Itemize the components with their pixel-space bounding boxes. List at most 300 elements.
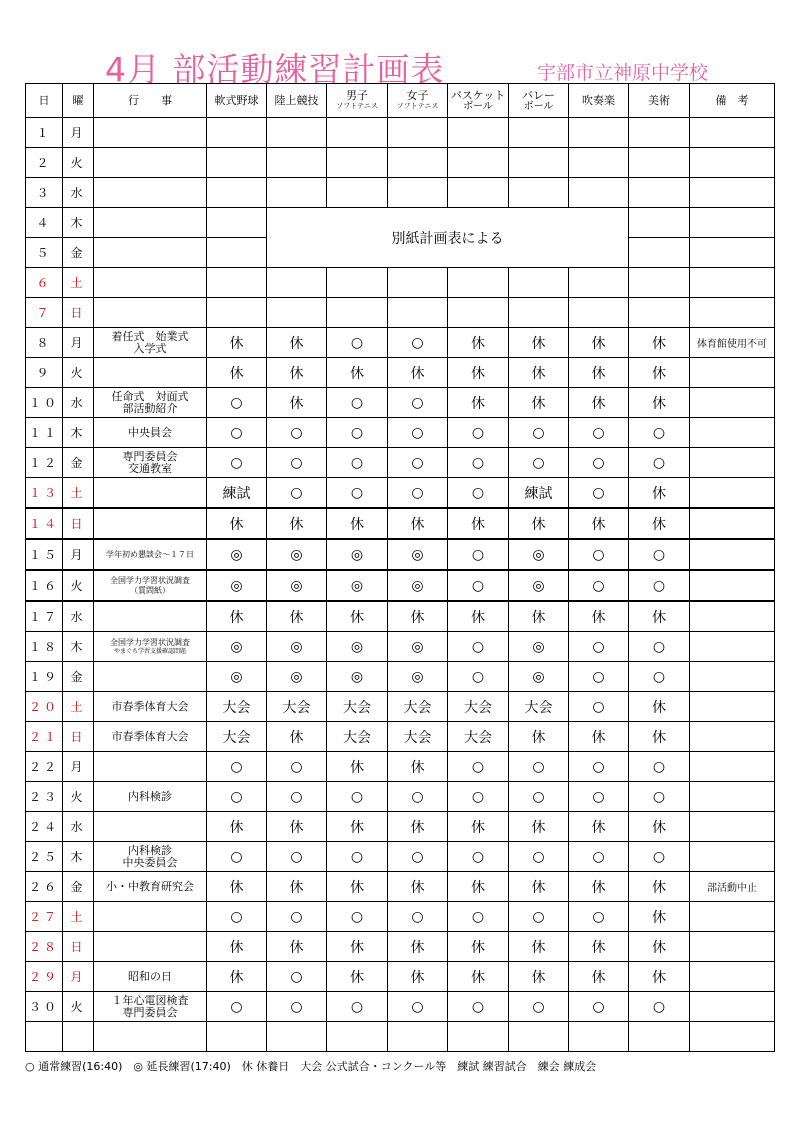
header-club: バレー ボール [509, 84, 569, 118]
mark-cell: 大会 [388, 692, 448, 722]
weekday-cell: 月 [63, 328, 94, 358]
weekday-cell: 火 [63, 782, 94, 812]
mark-cell: 休 [388, 932, 448, 962]
mark-cell: ○ [629, 992, 690, 1022]
day-cell: ２３ [26, 782, 63, 812]
mark-cell: ○ [569, 539, 629, 570]
table-row [26, 932, 775, 962]
mark-cell: 練試 [509, 478, 569, 509]
note-cell [690, 812, 775, 842]
day-cell: ７ [26, 298, 63, 328]
event-cell [94, 358, 207, 388]
table-row [26, 962, 775, 992]
note-cell [690, 298, 775, 328]
day-cell: １８ [26, 632, 63, 662]
mark-cell: ○ [569, 842, 629, 872]
table-row [26, 508, 775, 539]
mark-cell: 休 [267, 328, 327, 358]
mark-cell: ○ [629, 662, 690, 692]
mark-cell [629, 208, 690, 238]
table-row [26, 752, 775, 782]
mark-cell [388, 298, 448, 328]
mark-cell: ○ [509, 448, 569, 478]
event-cell: 小・中教育研究会 [94, 872, 207, 902]
mark-cell: ◎ [207, 570, 267, 601]
mark-cell: 休 [267, 601, 327, 632]
table-row [26, 812, 775, 842]
mark-cell [267, 1022, 327, 1052]
mark-cell: 休 [448, 812, 509, 842]
mark-cell: 休 [388, 872, 448, 902]
mark-cell [207, 1022, 267, 1052]
mark-cell: ◎ [267, 570, 327, 601]
mark-cell: ◎ [327, 570, 388, 601]
note-cell [690, 752, 775, 782]
day-cell: ５ [26, 238, 63, 268]
mark-cell [267, 148, 327, 178]
mark-cell [267, 298, 327, 328]
weekday-cell: 水 [63, 178, 94, 208]
mark-cell: ◎ [388, 632, 448, 662]
weekday-cell: 月 [63, 962, 94, 992]
mark-cell: 休 [448, 328, 509, 358]
mark-cell: 休 [509, 722, 569, 752]
mark-cell: ○ [327, 418, 388, 448]
mark-cell: ◎ [207, 632, 267, 662]
event-cell [94, 902, 207, 932]
weekday-cell: 金 [63, 238, 94, 268]
mark-cell [569, 118, 629, 148]
mark-cell: ○ [388, 448, 448, 478]
mark-cell: ○ [569, 902, 629, 932]
mark-cell [629, 1022, 690, 1052]
mark-cell: ○ [448, 632, 509, 662]
note-cell [690, 478, 775, 509]
mark-cell [569, 1022, 629, 1052]
mark-cell: ○ [569, 478, 629, 509]
mark-cell [207, 268, 267, 298]
note-cell [690, 178, 775, 208]
mark-cell: ○ [629, 448, 690, 478]
mark-cell: ○ [448, 448, 509, 478]
mark-cell [629, 268, 690, 298]
day-cell: ６ [26, 268, 63, 298]
weekday-cell: 土 [63, 902, 94, 932]
mark-cell [509, 148, 569, 178]
mark-cell [327, 268, 388, 298]
mark-cell: 休 [629, 932, 690, 962]
mark-cell: ◎ [509, 570, 569, 601]
school-name: 宇部市立神原中学校 [537, 62, 709, 84]
merged-plan-cell: 別紙計画表による [267, 208, 629, 268]
mark-cell [629, 148, 690, 178]
table-row [26, 358, 775, 388]
note-cell [690, 118, 775, 148]
mark-cell: 休 [569, 328, 629, 358]
weekday-cell: 日 [63, 508, 94, 539]
mark-cell: 休 [327, 962, 388, 992]
mark-cell: ○ [629, 782, 690, 812]
event-cell [94, 812, 207, 842]
mark-cell: ◎ [509, 632, 569, 662]
mark-cell: ○ [388, 842, 448, 872]
mark-cell: ○ [327, 992, 388, 1022]
mark-cell: ○ [509, 752, 569, 782]
mark-cell: 休 [569, 508, 629, 539]
mark-cell: 休 [629, 478, 690, 509]
mark-cell: ○ [327, 478, 388, 509]
note-cell [690, 932, 775, 962]
mark-cell: 休 [327, 812, 388, 842]
note-cell [690, 448, 775, 478]
mark-cell [267, 178, 327, 208]
weekday-cell: 月 [63, 118, 94, 148]
weekday-cell: 土 [63, 268, 94, 298]
event-cell: 中央員会 [94, 418, 207, 448]
mark-cell: 休 [207, 601, 267, 632]
mark-cell [448, 298, 509, 328]
table-row [26, 448, 775, 478]
mark-cell: ○ [509, 418, 569, 448]
mark-cell: ○ [509, 992, 569, 1022]
weekday-cell: 木 [63, 842, 94, 872]
event-cell: 市春季体育大会 [94, 722, 207, 752]
mark-cell [267, 268, 327, 298]
mark-cell: 休 [207, 962, 267, 992]
mark-cell [207, 178, 267, 208]
mark-cell [448, 1022, 509, 1052]
note-cell [690, 842, 775, 872]
mark-cell [388, 118, 448, 148]
weekday-cell: 水 [63, 812, 94, 842]
day-cell: ２４ [26, 812, 63, 842]
weekday-cell: 火 [63, 358, 94, 388]
mark-cell: ○ [448, 539, 509, 570]
mark-cell: 休 [509, 932, 569, 962]
mark-cell: ○ [569, 632, 629, 662]
mark-cell: ○ [629, 539, 690, 570]
mark-cell: 休 [629, 358, 690, 388]
mark-cell: 休 [327, 508, 388, 539]
note-cell [690, 388, 775, 418]
mark-cell: ○ [207, 842, 267, 872]
mark-cell: 休 [267, 812, 327, 842]
mark-cell [448, 118, 509, 148]
mark-cell: 休 [629, 601, 690, 632]
event-cell [94, 601, 207, 632]
event-cell: １年心電図検査 専門委員会 [94, 992, 207, 1022]
mark-cell: 休 [569, 358, 629, 388]
mark-cell: ○ [327, 328, 388, 358]
event-cell: 全国学力学習状況調査 やまぐち学習支援確認問題 [94, 632, 207, 662]
mark-cell: 休 [207, 508, 267, 539]
mark-cell: 休 [509, 358, 569, 388]
table-row [26, 632, 775, 662]
note-cell [690, 632, 775, 662]
note-cell [690, 268, 775, 298]
day-cell: ２６ [26, 872, 63, 902]
mark-cell: 大会 [327, 722, 388, 752]
mark-cell: 休 [448, 388, 509, 418]
table-row [26, 418, 775, 448]
mark-cell: ○ [569, 692, 629, 722]
day-cell: １４ [26, 508, 63, 539]
table-row [26, 782, 775, 812]
header-club: 吹奏楽 [569, 84, 629, 118]
mark-cell: ○ [448, 842, 509, 872]
weekday-cell [63, 1022, 94, 1052]
day-cell: ２８ [26, 932, 63, 962]
mark-cell [448, 268, 509, 298]
mark-cell: 休 [509, 601, 569, 632]
event-cell: 昭和の日 [94, 962, 207, 992]
mark-cell: ○ [388, 418, 448, 448]
event-subtext: やまぐち学習支援確認問題 [113, 647, 186, 655]
note-cell [690, 238, 775, 268]
event-cell [94, 268, 207, 298]
mark-cell: ○ [629, 632, 690, 662]
mark-cell: 休 [207, 358, 267, 388]
mark-cell: 休 [207, 872, 267, 902]
note-cell [690, 992, 775, 1022]
header-club: バスケット ボール [448, 84, 509, 118]
event-cell [94, 932, 207, 962]
day-cell: １０ [26, 388, 63, 418]
mark-cell: 休 [388, 508, 448, 539]
weekday-cell: 月 [63, 752, 94, 782]
table-row [26, 601, 775, 632]
note-cell [690, 418, 775, 448]
mark-cell [388, 268, 448, 298]
mark-cell: ◎ [207, 662, 267, 692]
event-cell: 市春季体育大会 [94, 692, 207, 722]
mark-cell: ○ [569, 418, 629, 448]
mark-cell: ○ [207, 992, 267, 1022]
event-cell [94, 1022, 207, 1052]
mark-cell: 休 [327, 752, 388, 782]
mark-cell: ○ [629, 752, 690, 782]
mark-cell: 休 [267, 388, 327, 418]
mark-cell: ○ [327, 388, 388, 418]
mark-cell: ○ [267, 992, 327, 1022]
day-cell: ２２ [26, 752, 63, 782]
day-cell: ２５ [26, 842, 63, 872]
mark-cell: ○ [267, 842, 327, 872]
mark-cell: ○ [267, 902, 327, 932]
mark-cell: 休 [509, 872, 569, 902]
table-row [26, 148, 775, 178]
mark-cell [509, 298, 569, 328]
day-cell: ３０ [26, 992, 63, 1022]
day-cell: ８ [26, 328, 63, 358]
mark-cell [388, 148, 448, 178]
weekday-cell: 木 [63, 632, 94, 662]
header-club: 男子 ソフトテニス [327, 84, 388, 118]
mark-cell: 休 [327, 358, 388, 388]
mark-cell: 大会 [267, 692, 327, 722]
table-row [26, 268, 775, 298]
mark-cell: 休 [267, 358, 327, 388]
weekday-cell: 土 [63, 478, 94, 509]
mark-cell: ◎ [388, 570, 448, 601]
mark-cell: 休 [448, 508, 509, 539]
mark-cell: ○ [207, 388, 267, 418]
mark-cell [327, 148, 388, 178]
mark-cell: 休 [569, 962, 629, 992]
mark-cell: ○ [388, 782, 448, 812]
table-row [26, 478, 775, 509]
mark-cell: 大会 [448, 722, 509, 752]
day-cell: １９ [26, 662, 63, 692]
table-row [26, 902, 775, 932]
mark-cell: ○ [207, 752, 267, 782]
weekday-cell: 水 [63, 388, 94, 418]
mark-cell [207, 208, 267, 238]
mark-cell: ○ [569, 992, 629, 1022]
mark-cell: ◎ [388, 662, 448, 692]
event-cell [94, 298, 207, 328]
mark-cell [327, 178, 388, 208]
mark-cell [569, 178, 629, 208]
header-club: 陸上競技 [267, 84, 327, 118]
mark-cell: 休 [509, 812, 569, 842]
mark-cell: ○ [569, 752, 629, 782]
mark-cell: 休 [327, 932, 388, 962]
mark-cell: 休 [569, 872, 629, 902]
mark-cell: 休 [207, 812, 267, 842]
mark-cell: 休 [569, 932, 629, 962]
mark-cell: ◎ [267, 539, 327, 570]
mark-cell: ◎ [267, 662, 327, 692]
mark-cell: ◎ [388, 539, 448, 570]
day-cell: ４ [26, 208, 63, 238]
header-day: 日 [26, 84, 63, 118]
mark-cell: 休 [267, 722, 327, 752]
mark-cell: 休 [267, 508, 327, 539]
mark-cell: ○ [448, 782, 509, 812]
mark-cell: ○ [569, 662, 629, 692]
day-cell: ２７ [26, 902, 63, 932]
note-cell [690, 692, 775, 722]
mark-cell [569, 148, 629, 178]
mark-cell [509, 268, 569, 298]
mark-cell: 休 [388, 601, 448, 632]
mark-cell: 大会 [327, 692, 388, 722]
mark-cell: 休 [327, 872, 388, 902]
day-cell: ３ [26, 178, 63, 208]
day-cell: ２０ [26, 692, 63, 722]
mark-cell: 大会 [388, 722, 448, 752]
mark-cell [388, 178, 448, 208]
mark-cell [267, 118, 327, 148]
mark-cell: 休 [448, 932, 509, 962]
mark-cell: 休 [327, 601, 388, 632]
mark-cell: 休 [388, 752, 448, 782]
weekday-cell: 日 [63, 722, 94, 752]
mark-cell: ○ [388, 478, 448, 509]
weekday-cell: 日 [63, 932, 94, 962]
mark-cell: 休 [629, 692, 690, 722]
mark-cell: ○ [448, 992, 509, 1022]
mark-cell: ○ [569, 448, 629, 478]
day-cell [26, 1022, 63, 1052]
mark-cell: ○ [267, 782, 327, 812]
mark-cell: 休 [629, 962, 690, 992]
mark-cell [207, 148, 267, 178]
table-row [26, 539, 775, 570]
page-title: 4月 部活動練習計画表 [105, 50, 445, 89]
day-cell: ９ [26, 358, 63, 388]
header-club: 美術 [629, 84, 690, 118]
table-body [26, 118, 775, 1052]
mark-cell: ○ [569, 570, 629, 601]
mark-cell: 休 [448, 962, 509, 992]
mark-cell [569, 268, 629, 298]
event-cell [94, 118, 207, 148]
event-cell: 学年初め懇談会～１７日 [94, 539, 207, 570]
mark-cell: ○ [207, 902, 267, 932]
event-cell [94, 508, 207, 539]
header-event: 行 事 [94, 84, 207, 118]
mark-cell: 休 [629, 722, 690, 752]
mark-cell: 休 [629, 812, 690, 842]
mark-cell [388, 1022, 448, 1052]
table-row [26, 1022, 775, 1052]
mark-cell [207, 118, 267, 148]
mark-cell: ○ [509, 842, 569, 872]
mark-cell: ○ [267, 418, 327, 448]
mark-cell: ○ [267, 752, 327, 782]
mark-cell: ○ [448, 570, 509, 601]
mark-cell [327, 298, 388, 328]
weekday-cell: 水 [63, 601, 94, 632]
note-cell [690, 508, 775, 539]
day-cell: １２ [26, 448, 63, 478]
note-cell [690, 570, 775, 601]
mark-cell [207, 238, 267, 268]
mark-cell: 休 [448, 601, 509, 632]
table-row [26, 178, 775, 208]
mark-cell: ○ [448, 418, 509, 448]
mark-cell [327, 1022, 388, 1052]
mark-cell [509, 118, 569, 148]
mark-cell: 練試 [207, 478, 267, 509]
mark-cell [448, 148, 509, 178]
mark-cell [629, 178, 690, 208]
practice-plan-table [25, 83, 775, 1052]
mark-cell: ○ [448, 662, 509, 692]
event-cell [94, 662, 207, 692]
mark-cell: 休 [509, 508, 569, 539]
mark-cell: 休 [569, 812, 629, 842]
day-cell: ２９ [26, 962, 63, 992]
mark-cell: ○ [388, 388, 448, 418]
mark-cell: ○ [267, 448, 327, 478]
mark-cell: 休 [629, 328, 690, 358]
mark-cell [207, 298, 267, 328]
mark-cell: ◎ [267, 632, 327, 662]
mark-cell: ○ [448, 752, 509, 782]
weekday-cell: 金 [63, 662, 94, 692]
mark-cell: 休 [569, 388, 629, 418]
table-row [26, 842, 775, 872]
weekday-cell: 火 [63, 148, 94, 178]
mark-cell: ○ [388, 328, 448, 358]
mark-cell: ○ [327, 842, 388, 872]
weekday-cell: 金 [63, 448, 94, 478]
mark-cell: 休 [509, 328, 569, 358]
weekday-cell: 月 [63, 539, 94, 570]
